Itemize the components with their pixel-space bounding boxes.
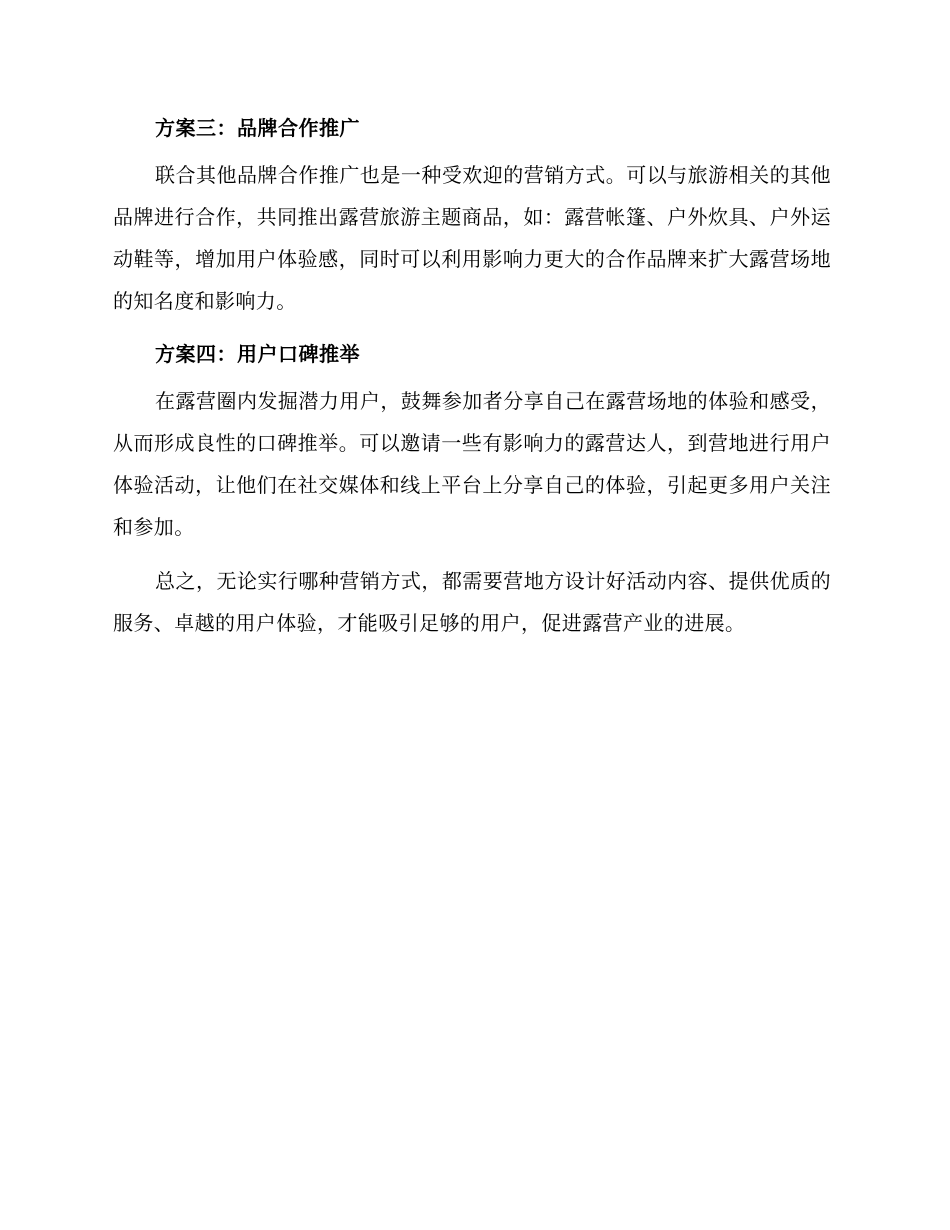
section-paragraph-plan-three: 联合其他品牌合作推广也是一种受欢迎的营销方式。可以与旅游相关的其他品牌进行合作，共同推出露营旅游主题商品，如：露营帐篷、户外炊具、户外运动鞋等，增加用户体验感，同时可以利用影响力更大的合作品牌来扩大露营场地的知名度和影响力。 bbox=[113, 163, 831, 313]
section-heading-plan-three: 方案三：品牌合作推广 bbox=[155, 116, 360, 140]
conclusion-paragraph: 总之，无论实行哪种营销方式，都需要营地方设计好活动内容、提供优质的服务、卓越的用户体验，才能吸引足够的用户，促进露营产业的进展。 bbox=[113, 569, 831, 635]
section-paragraph-plan-four: 在露营圈内发掘潜力用户，鼓舞参加者分享自己在露营场地的体验和感受，从而形成良性的口碑推举。可以邀请一些有影响力的露营达人，到营地进行用户体验活动，让他们在社交媒体和线上平台上分享自己的体验，引起更多用户关注和参加。 bbox=[113, 389, 831, 539]
document-body bbox=[113, 108, 831, 656]
section-heading-plan-four: 方案四：用户口碑推举 bbox=[155, 342, 360, 366]
